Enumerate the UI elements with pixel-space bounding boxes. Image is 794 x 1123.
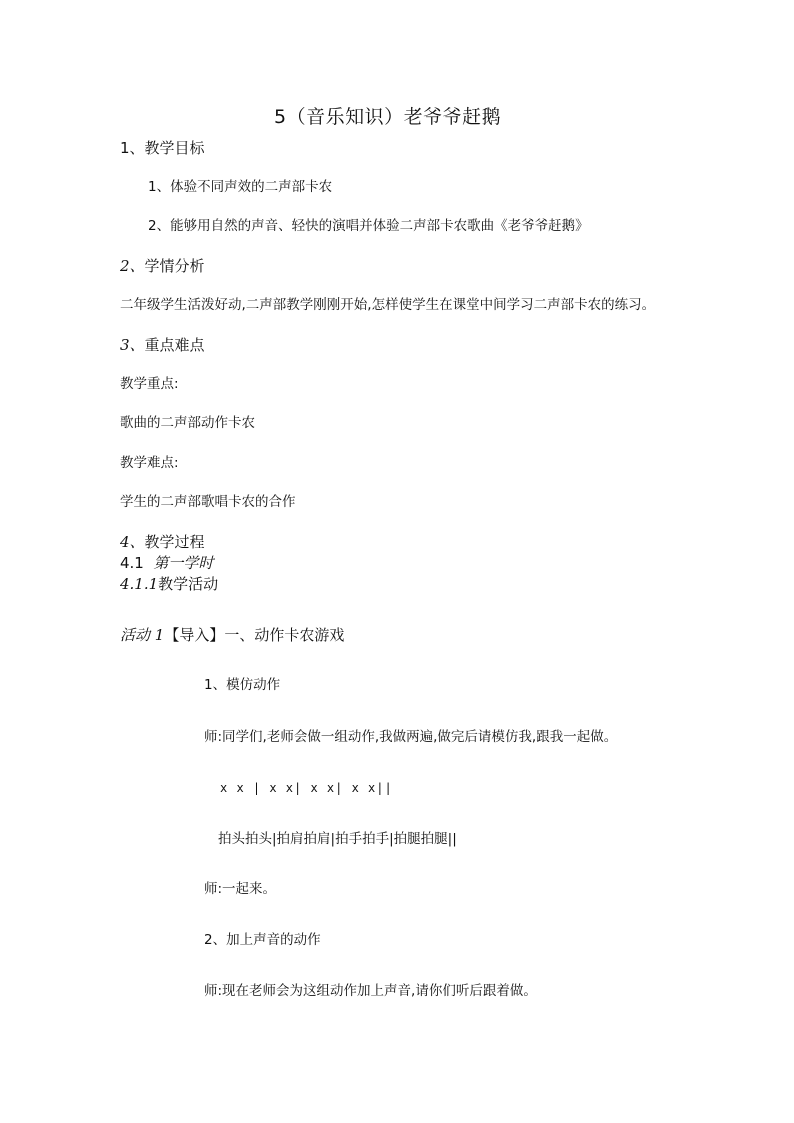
section-1-title: 教学目标 <box>144 139 205 157</box>
section-4-number: 4、 <box>120 533 145 551</box>
section-4-heading <box>120 535 205 550</box>
section-4-1-number: 4.1 <box>120 554 144 572</box>
goal-2: 2、能够用自然的声音、轻快的演唱并体验二声部卡农歌曲《老爷爷赶鹅》 <box>148 218 589 234</box>
section-4-1-1-title: 教学活动 <box>158 575 219 593</box>
document-title: 5（音乐知识）老爷爷赶鹅 <box>274 106 502 128</box>
section-4-title: 教学过程 <box>144 533 205 551</box>
section-2-title: 学情分析 <box>144 257 205 275</box>
analysis-text: 二年级学生活泼好动,二声部教学刚刚开始,怎样使学生在课堂中间学习二声部卡农的练习。 <box>120 297 656 313</box>
section-2-number: 2、 <box>120 257 145 275</box>
key-point-label: 教学重点: <box>120 376 179 392</box>
activity-heading <box>120 628 344 643</box>
section-1-heading <box>120 141 205 156</box>
activity-title: 【导入】一、动作卡农游戏 <box>164 626 345 644</box>
section-4-1-1-heading <box>120 577 218 592</box>
section-2-heading <box>120 259 205 274</box>
teacher-instruction-2: 师:一起来。 <box>204 881 277 897</box>
section-1-number: 1、 <box>120 139 145 157</box>
goal-1: 1、体验不同声效的二声部卡农 <box>148 179 333 195</box>
section-3-number: 3、 <box>120 336 145 354</box>
section-4-1-title: 第一学时 <box>153 554 214 572</box>
difficulty-label: 教学难点: <box>120 455 179 471</box>
section-3-title: 重点难点 <box>144 336 205 354</box>
step-1: 1、模仿动作 <box>204 677 281 693</box>
section-3-heading <box>120 338 205 353</box>
key-point-text: 歌曲的二声部动作卡农 <box>120 415 255 431</box>
section-4-1-heading <box>120 556 213 571</box>
rhythm-notation: x x | x x| x x| x x|| <box>220 781 393 795</box>
action-sequence: 拍头拍头|拍肩拍肩|拍手拍手|拍腿拍腿|| <box>218 831 457 847</box>
teacher-instruction-1: 师:同学们,老师会做一组动作,我做两遍,做完后请模仿我,跟我一起做。 <box>204 729 618 745</box>
step-2: 2、加上声音的动作 <box>204 932 321 948</box>
activity-prefix: 活动 1 <box>120 626 165 644</box>
difficulty-text: 学生的二声部歌唱卡农的合作 <box>120 494 296 510</box>
teacher-instruction-3: 师:现在老师会为这组动作加上声音,请你们听后跟着做。 <box>204 983 537 999</box>
section-4-1-1-number: 4.1.1 <box>120 575 159 593</box>
